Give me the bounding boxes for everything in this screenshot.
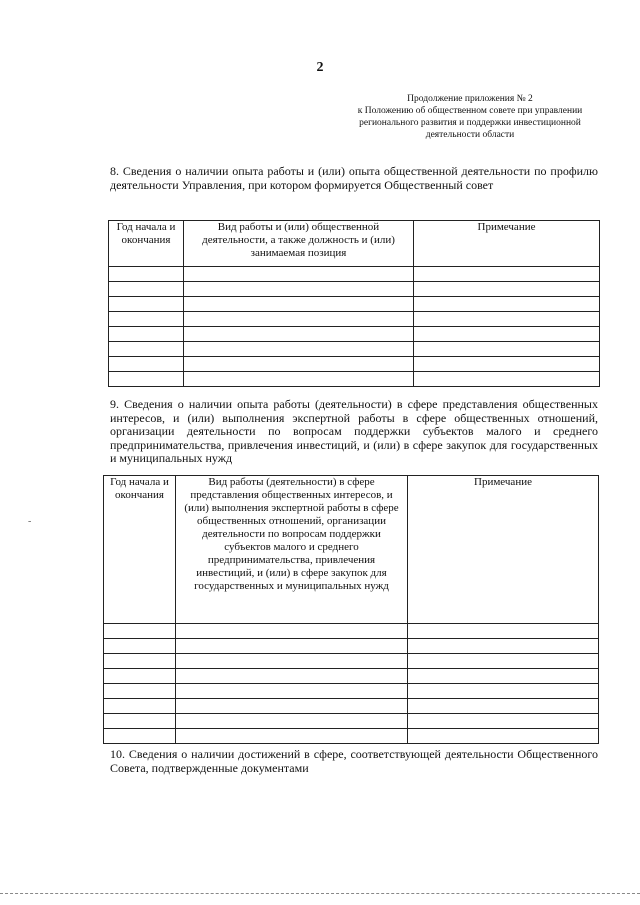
table-row bbox=[104, 654, 599, 669]
scan-edge-line bbox=[0, 893, 640, 895]
table-row bbox=[109, 357, 600, 372]
appendix-header bbox=[340, 93, 600, 141]
table-cell[interactable] bbox=[414, 357, 600, 372]
table-cell[interactable] bbox=[184, 312, 414, 327]
table-cell[interactable] bbox=[408, 714, 599, 729]
appendix-header-line: деятельности области bbox=[425, 130, 515, 140]
table-cell[interactable] bbox=[104, 729, 176, 744]
table-cell[interactable] bbox=[408, 729, 599, 744]
table-cell[interactable] bbox=[109, 342, 184, 357]
table-cell[interactable] bbox=[176, 714, 408, 729]
table-cell[interactable] bbox=[109, 312, 184, 327]
table-cell[interactable] bbox=[104, 669, 176, 684]
table-cell[interactable] bbox=[184, 327, 414, 342]
table-cell[interactable] bbox=[109, 267, 184, 282]
margin-mark: - bbox=[28, 516, 32, 527]
table-cell[interactable] bbox=[184, 297, 414, 312]
table-row bbox=[109, 267, 600, 282]
table-row bbox=[109, 282, 600, 297]
table-cell[interactable] bbox=[109, 282, 184, 297]
table-cell[interactable] bbox=[176, 684, 408, 699]
table-cell[interactable] bbox=[408, 639, 599, 654]
column-header-note: Примечание bbox=[414, 221, 600, 267]
table-row bbox=[104, 699, 599, 714]
column-header-years: Год начала и окончания bbox=[104, 476, 176, 624]
table-row bbox=[104, 624, 599, 639]
table-cell[interactable] bbox=[184, 282, 414, 297]
table-cell[interactable] bbox=[104, 624, 176, 639]
table-cell[interactable] bbox=[414, 312, 600, 327]
column-header-activity: Вид работы (деятельности) в сфере представления общественных интересов, и (или) выполнения экспертной работы в сфере общественных отношений, организации деятельности по вопросам поддержки субъектов малого и среднего предпринимательства, привлечения инвестиций, и (или) в сфере закупок для государственных и муниципальных нужд bbox=[176, 476, 408, 624]
table-cell[interactable] bbox=[414, 297, 600, 312]
experience-table bbox=[108, 220, 600, 387]
table-row bbox=[109, 312, 600, 327]
table-cell[interactable] bbox=[104, 714, 176, 729]
table-row bbox=[104, 669, 599, 684]
table-cell[interactable] bbox=[408, 654, 599, 669]
section-10-heading: 10. Сведения о наличии достижений в сфере, соответствующей деятельности Общественного Совета, подтвержденные документами bbox=[110, 747, 598, 775]
table-cell[interactable] bbox=[184, 342, 414, 357]
section-8-heading: 8. Сведения о наличии опыта работы и (или) опыта общественной деятельности по профилю деятельности Управления, при котором формируется Общественный совет bbox=[110, 164, 598, 192]
table-cell[interactable] bbox=[109, 297, 184, 312]
table-cell[interactable] bbox=[109, 327, 184, 342]
section-9-heading: 9. Сведения о наличии опыта работы (деятельности) в сфере представления общественных интересов, и (или) выполнения экспертной работы в сфере общественных отношений, организации деятельности по вопросам поддержки субъектов малого и среднего предпринимательства, привлечения инвестиций, и (или) в сфере закупок для государственных и муниципальных нужд bbox=[110, 397, 598, 465]
table-cell[interactable] bbox=[176, 624, 408, 639]
table-cell[interactable] bbox=[408, 699, 599, 714]
table-cell[interactable] bbox=[104, 684, 176, 699]
table-header-row bbox=[109, 221, 600, 267]
table-cell[interactable] bbox=[176, 654, 408, 669]
table-cell[interactable] bbox=[184, 372, 414, 387]
column-header-years: Год начала и окончания bbox=[109, 221, 184, 267]
page-number: 2 bbox=[316, 60, 324, 75]
table-row bbox=[109, 327, 600, 342]
table-row bbox=[104, 639, 599, 654]
appendix-header-line: к Положению об общественном совете при управлении bbox=[357, 106, 583, 116]
column-header-activity: Вид работы и (или) общественной деятельности, а также должность и (или) занимаемая позиция bbox=[184, 221, 414, 267]
table-row bbox=[109, 342, 600, 357]
table-cell[interactable] bbox=[176, 729, 408, 744]
table-cell[interactable] bbox=[414, 267, 600, 282]
table-cell[interactable] bbox=[414, 372, 600, 387]
appendix-header-line: Продолжение приложения № 2 bbox=[407, 94, 533, 104]
table-cell[interactable] bbox=[109, 357, 184, 372]
table-cell[interactable] bbox=[109, 372, 184, 387]
table-cell[interactable] bbox=[184, 267, 414, 282]
table-row bbox=[109, 297, 600, 312]
table-cell[interactable] bbox=[414, 342, 600, 357]
table-header-row bbox=[104, 476, 599, 624]
table-cell[interactable] bbox=[414, 327, 600, 342]
table-cell[interactable] bbox=[408, 684, 599, 699]
table-cell[interactable] bbox=[176, 669, 408, 684]
table-cell[interactable] bbox=[176, 639, 408, 654]
appendix-header-line: регионального развития и поддержки инвестиционной bbox=[359, 118, 581, 128]
table-cell[interactable] bbox=[414, 282, 600, 297]
table-row bbox=[104, 684, 599, 699]
table-cell[interactable] bbox=[408, 669, 599, 684]
table-cell[interactable] bbox=[184, 357, 414, 372]
expert-work-table bbox=[103, 475, 599, 744]
table-cell[interactable] bbox=[104, 654, 176, 669]
table-row bbox=[109, 372, 600, 387]
table-cell[interactable] bbox=[104, 639, 176, 654]
table-cell[interactable] bbox=[104, 699, 176, 714]
column-header-note: Примечание bbox=[408, 476, 599, 624]
table-cell[interactable] bbox=[176, 699, 408, 714]
table-row bbox=[104, 729, 599, 744]
table-cell[interactable] bbox=[408, 624, 599, 639]
table-row bbox=[104, 714, 599, 729]
